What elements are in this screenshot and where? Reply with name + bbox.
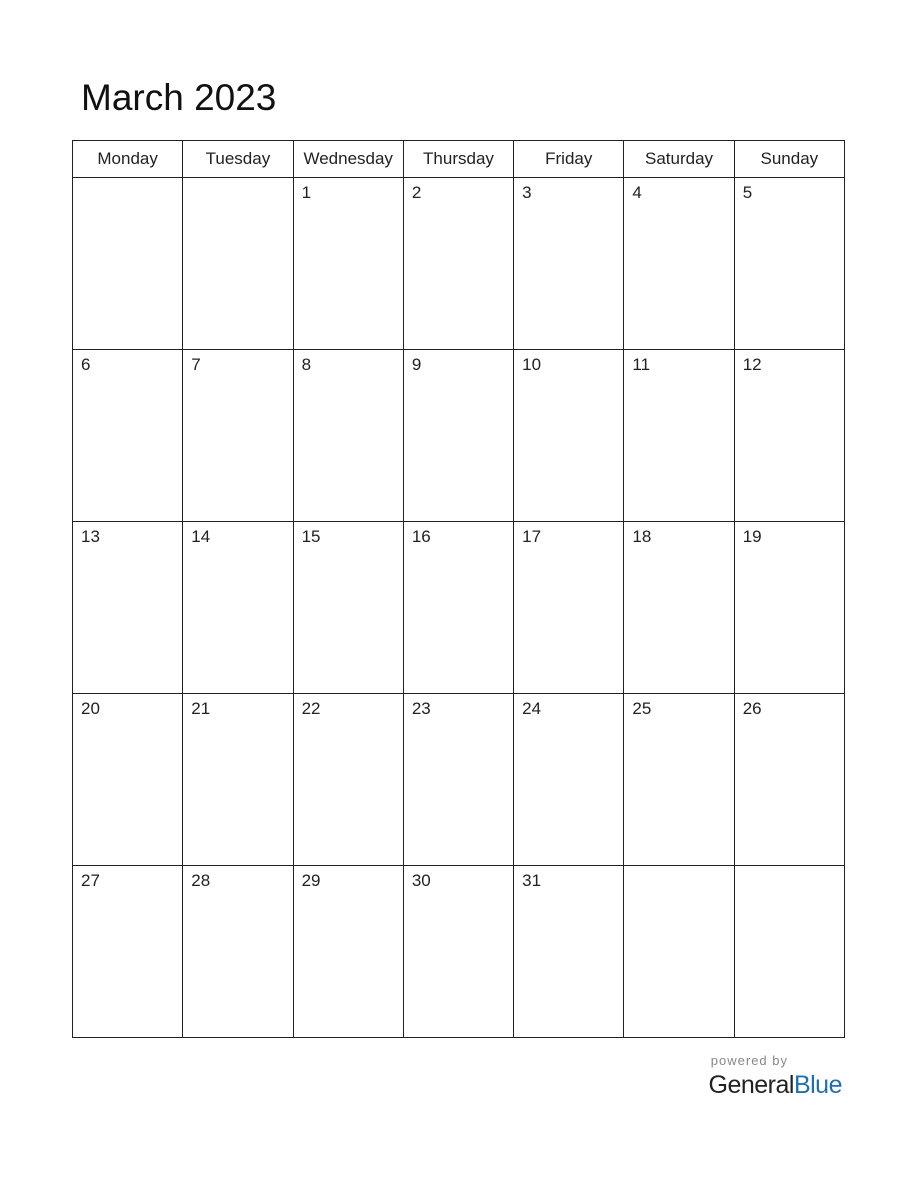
day-number: 1 bbox=[301, 183, 312, 202]
day-number: 26 bbox=[742, 699, 762, 718]
day-cell bbox=[183, 178, 293, 350]
week-row bbox=[73, 866, 845, 1038]
day-cell bbox=[514, 178, 624, 350]
day-number: 5 bbox=[742, 183, 753, 202]
day-cell bbox=[514, 694, 624, 866]
day-cell bbox=[73, 694, 183, 866]
day-number: 12 bbox=[742, 355, 762, 374]
day-cell bbox=[734, 866, 844, 1038]
day-cell bbox=[624, 350, 734, 522]
day-number: 28 bbox=[191, 871, 211, 890]
week-row bbox=[73, 694, 845, 866]
day-cell bbox=[514, 522, 624, 694]
weekday-header: Monday bbox=[73, 141, 183, 178]
day-cell bbox=[73, 350, 183, 522]
day-number: 19 bbox=[742, 527, 762, 546]
day-number: 21 bbox=[191, 699, 211, 718]
week-row bbox=[73, 522, 845, 694]
day-number: 23 bbox=[411, 699, 431, 718]
day-cell bbox=[293, 350, 403, 522]
day-number: 14 bbox=[191, 527, 211, 546]
day-number: 7 bbox=[191, 355, 201, 374]
day-cell bbox=[624, 522, 734, 694]
day-cell bbox=[73, 522, 183, 694]
day-cell bbox=[183, 694, 293, 866]
day-cell bbox=[734, 694, 844, 866]
weekday-header: Thursday bbox=[403, 141, 513, 178]
week-row bbox=[73, 350, 845, 522]
day-cell bbox=[293, 694, 403, 866]
weekday-header-row bbox=[73, 141, 845, 178]
day-cell bbox=[73, 178, 183, 350]
day-number: 31 bbox=[522, 871, 542, 890]
day-number: 4 bbox=[632, 183, 642, 202]
day-cell bbox=[403, 866, 513, 1038]
day-cell bbox=[183, 350, 293, 522]
day-number: 27 bbox=[81, 871, 100, 890]
logo-text-general: General bbox=[708, 1071, 794, 1099]
day-cell bbox=[624, 866, 734, 1038]
weekday-header: Friday bbox=[514, 141, 624, 178]
generalblue-logo bbox=[709, 1069, 843, 1101]
generalblue-branding bbox=[709, 1053, 843, 1101]
day-number bbox=[73, 178, 182, 183]
day-cell bbox=[293, 866, 403, 1038]
day-number: 20 bbox=[81, 699, 100, 718]
day-cell bbox=[403, 522, 513, 694]
powered-by-text: powered by bbox=[710, 1053, 788, 1068]
day-number: 17 bbox=[522, 527, 542, 546]
day-number: 18 bbox=[632, 527, 652, 546]
day-number: 22 bbox=[301, 699, 321, 718]
weekday-header: Tuesday bbox=[183, 141, 293, 178]
day-number: 29 bbox=[301, 871, 321, 890]
day-number: 16 bbox=[411, 527, 431, 546]
week-row bbox=[73, 178, 845, 350]
day-cell bbox=[734, 350, 844, 522]
day-number: 11 bbox=[632, 355, 651, 374]
day-number: 2 bbox=[411, 183, 422, 202]
day-number: 15 bbox=[301, 527, 321, 546]
day-number: 25 bbox=[632, 699, 652, 718]
day-cell bbox=[293, 178, 403, 350]
day-cell bbox=[73, 866, 183, 1038]
day-number: 9 bbox=[411, 355, 422, 374]
day-number bbox=[183, 178, 292, 183]
day-number bbox=[624, 866, 733, 871]
day-number: 24 bbox=[522, 699, 542, 718]
day-cell bbox=[624, 178, 734, 350]
day-number: 8 bbox=[301, 355, 312, 374]
logo-text-blue: Blue bbox=[793, 1071, 842, 1099]
day-cell bbox=[403, 350, 513, 522]
calendar-title: March 2023 bbox=[81, 77, 277, 118]
day-cell bbox=[183, 522, 293, 694]
day-cell bbox=[734, 522, 844, 694]
day-cell bbox=[183, 866, 293, 1038]
weekday-header: Sunday bbox=[734, 141, 844, 178]
day-cell bbox=[403, 694, 513, 866]
day-number: 10 bbox=[522, 355, 542, 374]
day-number: 3 bbox=[522, 183, 532, 202]
day-cell bbox=[293, 522, 403, 694]
day-number: 6 bbox=[81, 355, 91, 374]
day-cell bbox=[403, 178, 513, 350]
day-number: 13 bbox=[81, 527, 100, 546]
day-cell bbox=[624, 694, 734, 866]
day-cell bbox=[514, 350, 624, 522]
day-number bbox=[735, 866, 844, 871]
calendar-grid bbox=[72, 140, 845, 1038]
weekday-header: Wednesday bbox=[293, 141, 403, 178]
day-cell bbox=[514, 866, 624, 1038]
day-cell bbox=[734, 178, 844, 350]
day-number: 30 bbox=[411, 871, 431, 890]
weekday-header: Saturday bbox=[624, 141, 734, 178]
